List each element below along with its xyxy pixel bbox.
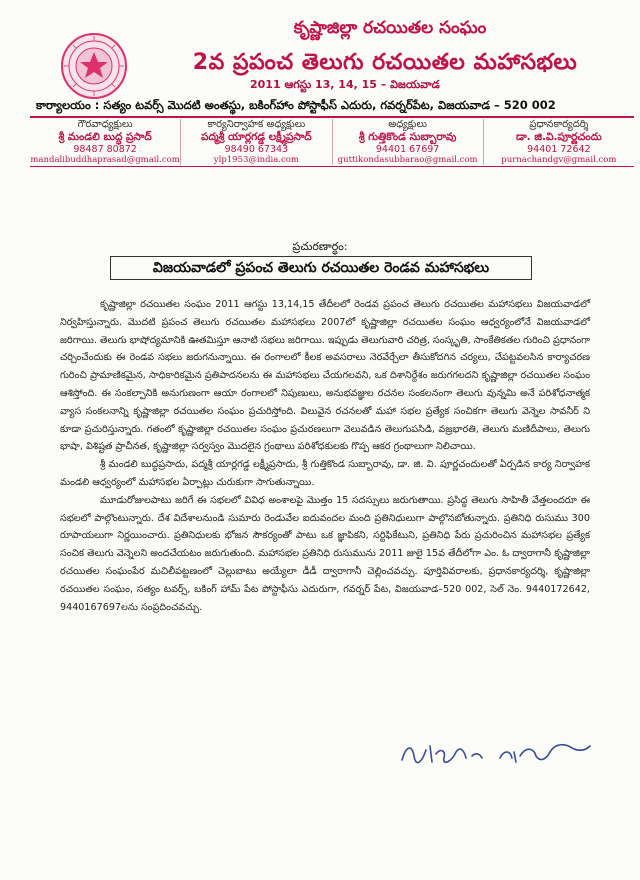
member-name: శ్రీ గుత్తికొండ సుబ్బారావు <box>358 131 457 143</box>
committee-member <box>30 119 181 165</box>
paragraph: కృష్ణాజిల్లా రచయితల సంఘం 2011 ఆగస్టు 13,14,15 తేదీలలో రెండవ ప్రపంచ తెలుగు రచయితల మహాసభలు విజయవాడలో నిర్వహిస్తున్నారు. మొదటి ప్రపంచ తెలుగు రచయితల మహాసభలు 2007లో కృష్ణాజిల్లా రచయితల సంఘం ఆధ్వర్యంలోనే విజయవాడలో జరిగాయి. తెలుగు భాషోద్యమానికి ఊతమిస్తూ ఆనాటి సభలు జరిగాయి. ఇప్పుడు తెలుగువారి చరిత్ర, సంస్కృతి, సాంకేతికతల గురించి ప్రధానంగా చర్చించేందుకు ఈ రెండవ సభలు జరుగనున్నాయి. ఈ రంగాలలో కీలక అవసరాలు నెరవేర్చేలా తీసుకోదగిన చర్యలు, చేపట్టవలసిన కార్యాచరణ గురించి ప్రామాణికమైన, సాధికారికమైన ప్రతిపాదనలను ఈ మహాసభలు చేయగలవని, ఒక దిశానిర్దేశం జరుగగలదని కృష్ణాజిల్లా రచయితల సంఘం ఆశిస్తోంది. ఈ సంకల్పానికి అనుగుణంగా ఆయా రంగాలలో నిపుణులు, అనుభవజ్ఞుల రచనల సంకలనంగా తెలుగు వున్నమి అనే పరిశోధనాత్మక వ్యాస సంకలనాన్ని కృష్ణాజిల్లా రచయితల సంఘం ప్రచురిస్తోంది. విలువైన రచనలతో మహా సభల ప్రత్యేక సంచికగా తెలుగు వెన్నెల సావనీర్ ని కూడా ప్రచురిస్తున్నారు. గతంలో కృష్ణాజిల్లా రచయితల సంఘం ప్రచురణలుగా వెలువడిన తెలుగుపసిడి, వజ్రభారతి, తెలుగు మణిదీపాలు, తెలుగు భాషా, విశిష్టత ప్రాచీనత, కృష్ణాజిల్లా సర్వస్వం మొదలైన గ్రంథాలు పరిశోధకులకు గొప్ప ఆకర గ్రంథాలుగా నిలిచాయి. <box>60 299 590 453</box>
paragraph: మూడురోజులపాటు జరిగే ఈ సభలలో వివిధ అంశాలపై మొత్తం 15 సదస్సులు జరుగుతాయి. ప్రసిద్ధ తెలుగు సాహితీ వేత్తలందరూ ఈ సభలలో పాల్గొంటున్నారు. దేశ విదేశాలనుండి సుమారు రెండువేల ఐదువందల మంది ప్రతినిధులుగా పాల్గొనబోతున్నారు. ప్రతినిధి రుసుము 300 రూపాయలుగా నిర్ణయించారు. ప్రతినిధులకు భోజన సౌకర్యంతో పాటు ఒక జ్ఞాపికని, సర్టిఫికేటుని, ప్రతినిధి పేరు ప్రచురించిన మహాసభల ప్రత్యేక సంచిక తెలుగు వెన్నెలని అందచేయటం జరుగుతుంది. మహాసభల ప్రతినిధి రుసుమును 2011 జులై 15వ తేదీలోగా ఎం. ఓ ద్వారాగానీ కృష్ణాజిల్లా రచయితల సంఘంపేర మచిలీపట్టణంలో చెల్లుబాటు అయ్యేలా డీడీ ద్వారాగానీ చెల్లించవచ్చు. పూర్తివివరాలకు, ప్రధానకార్యదర్శి, కృష్ణాజిల్లా రచయితల సంఘం, సత్యం టవర్స్, బకింగ్ హామ్ పేట పోస్టాఫీసు ఎదురుగా, గవర్నర్ పేట, విజయవాడ–520 002, సెల్ నెం. 9440172642, 9440167697లను సంప్రదించవచ్చు. <box>60 494 590 613</box>
document-body <box>60 296 590 616</box>
handwritten-signature <box>396 732 596 772</box>
member-email: ylp1953@india.com <box>213 155 299 165</box>
member-email: guttikondasubbarao@gmail.com <box>337 155 478 165</box>
member-name: శ్రీ మండలి బుద్ధ ప్రసాద్ <box>58 131 152 143</box>
office-address: కార్యాలయం : సత్యం టవర్స్ మొదటి అంతస్థు, బకింగ్‌హాం పోస్టాఫీస్ ఎదురు, గవర్నర్‌పేట, విజయవాడ – 520 002 <box>36 98 556 112</box>
committee-member <box>484 119 634 165</box>
organization-name: కృష్ణాజిల్లా రచయితల సంఘం <box>293 18 487 38</box>
member-phone: 98487 80872 <box>73 144 137 155</box>
conference-title: 2వ ప్రపంచ తెలుగు రచయితల మహాసభలు <box>192 50 578 75</box>
society-seal-logo <box>60 32 128 100</box>
member-name: డా. జి.వి.పూర్ణచందు <box>515 131 602 143</box>
committee-row <box>30 119 634 165</box>
committee-member <box>333 119 484 165</box>
member-role: అధ్యక్షులు <box>388 119 428 130</box>
member-name: పద్మశ్రీ యార్లగడ్డ లక్ష్మీప్రసాద్ <box>201 131 312 143</box>
conference-dates: 2011 ఆగస్టు 13, 14, 15 – విజయవాడ <box>250 78 440 91</box>
member-role: కార్యనిర్వాహక అధ్యక్షులు <box>207 119 306 130</box>
member-email: purnachandgv@gmail.com <box>501 155 617 165</box>
committee-member <box>181 119 332 165</box>
header-divider <box>30 116 634 118</box>
member-email: mandalibuddhaprasad@gmail.com <box>30 155 180 165</box>
paragraph: శ్రీ మండలి బుద్ధప్రసాదు, పద్మశ్రీ యార్లగడ్డ లక్ష్మీప్రసాదు, శ్రీ గుత్తికొండ సుబ్బారావు, డా. జి. వి. పూర్ణచందులతో ఏర్పడిన కార్య నిర్వాహక మండలి ఆధ్వర్యంలో మహాసభల ఏర్పాట్లు చురుకుగా సాగుతున్నాయి. <box>60 459 590 488</box>
member-phone: 94401 72642 <box>527 144 591 155</box>
document-title: విజయవాడలో ప్రపంచ తెలుగు రచయితల రెండవ మహాసభలు <box>110 256 532 280</box>
member-phone: 94401 67697 <box>375 144 440 155</box>
committee-divider <box>30 166 634 167</box>
member-role: గౌరవాధ్యక్షులు <box>77 119 133 130</box>
member-phone: 98490 67343 <box>224 144 289 155</box>
publication-label: ప్రచురణార్థం: <box>292 240 348 253</box>
member-role: ప్రధానకార్యదర్శి <box>529 119 589 130</box>
